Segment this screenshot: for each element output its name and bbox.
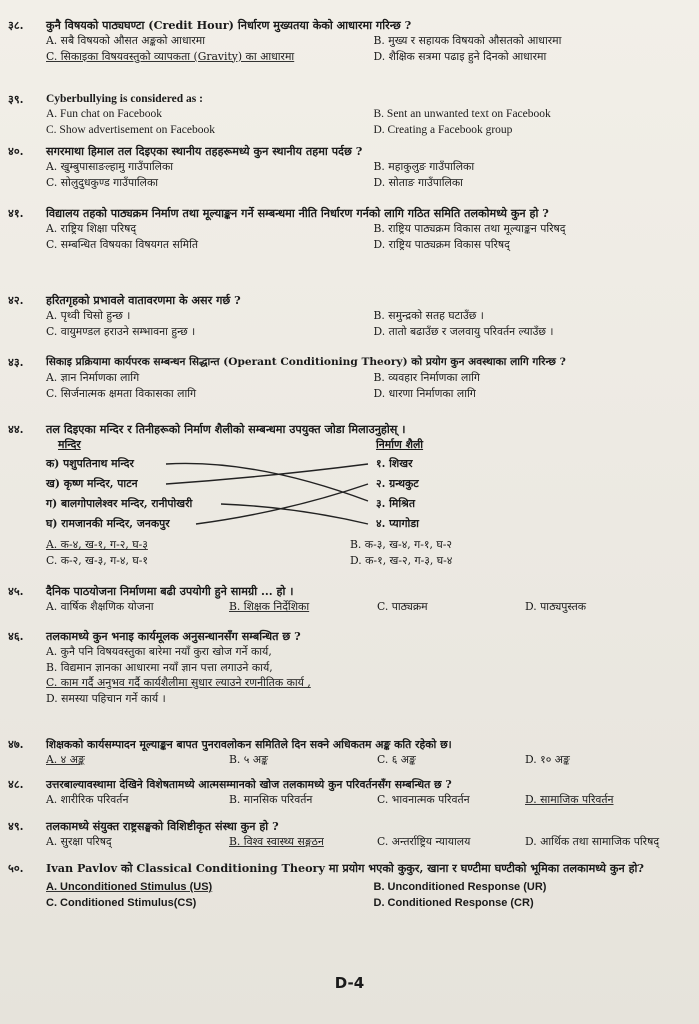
option-c[interactable]: C. ६ अङ्क — [377, 753, 416, 766]
option-d[interactable]: D. सोताङ गाउँपालिका — [373, 175, 463, 189]
question-48 — [8, 777, 693, 808]
option-c[interactable]: C. भावनात्मक परिवर्तन — [377, 793, 470, 806]
question-49 — [8, 819, 693, 850]
question-38 — [8, 18, 693, 64]
option-a[interactable]: A. ज्ञान निर्माणका लागि — [46, 371, 140, 384]
left-column-header: मन्दिर — [58, 438, 81, 451]
option-d[interactable]: D. शैक्षिक सत्रमा पढाइ हुने दिनको आधारमा — [373, 49, 547, 63]
question-text: Ivan Pavlov को Classical Conditioning Theory मा प्रयोग भएको कुकुर, खाना र घण्टीमा घण्टीको भूमिका तलकामध्ये कुन हो? — [46, 861, 644, 875]
option-d[interactable]: D. Conditioned Response (CR) — [373, 896, 534, 909]
option-d[interactable]: D. क-१, ख-२, ग-३, घ-४ — [350, 553, 453, 567]
question-text: Cyberbullying is considered as : — [46, 93, 203, 105]
question-44 — [8, 422, 693, 567]
question-number: ४९. — [8, 819, 24, 833]
option-d[interactable]: D. धारणा निर्माणका लागि — [373, 386, 476, 400]
question-text: तलकामध्ये कुन भनाइ कार्यमूलक अनुसन्धानसँग सम्बन्धित छ ? — [46, 629, 301, 643]
question-text: तलकामध्ये संयुक्त राष्ट्रसङ्घको विशिष्टीकृत संस्था कुन हो ? — [46, 819, 279, 833]
option-c[interactable]: C. काम गर्दै अनुभव गर्दै कार्यशैलीमा सुधार ल्याउने रणनीतिक कार्य , — [46, 676, 311, 689]
question-45 — [8, 584, 693, 615]
option-a[interactable]: A. राष्ट्रिय शिक्षा परिषद् — [46, 222, 137, 235]
option-d[interactable]: D. सामाजिक परिवर्तन — [525, 793, 614, 806]
option-c[interactable]: C. सिकाइका विषयवस्तुको व्यापकता (Gravity) का आधारमा — [46, 49, 295, 63]
option-b[interactable]: B. समुन्द्रको सतह घटाउँछ । — [373, 309, 484, 322]
option-a[interactable]: A. शारीरिक परिवर्तन — [46, 793, 129, 806]
option-a[interactable]: A. सुरक्षा परिषद् — [46, 835, 112, 848]
option-c[interactable]: C. सोलुदुधकुण्ड गाउँपालिका — [46, 175, 159, 189]
option-a[interactable]: A. Unconditioned Stimulus (US) — [46, 881, 213, 893]
option-b[interactable]: B. व्यवहार निर्माणका लागि — [373, 371, 480, 384]
style-item: २. ग्रन्थकुट — [376, 477, 419, 490]
style-item: ४. प्यागोडा — [376, 517, 419, 530]
question-number: ४३. — [8, 355, 24, 369]
option-a[interactable]: A. कुनै पनि विषयवस्तुका बारेमा नयाँ कुरा खोज गर्ने कार्य, — [46, 645, 272, 658]
question-41 — [8, 206, 693, 252]
question-number: ४०. — [8, 144, 24, 158]
option-b[interactable]: B. मुख्य र सहायक विषयको औसतको आधारमा — [373, 34, 562, 47]
temple-item: क) पशुपतिनाथ मन्दिर — [46, 457, 134, 470]
question-46 — [8, 629, 693, 706]
question-text: शिक्षकको कार्यसम्पादन मूल्याङ्कन बापत पुनरावलोकन समितिले दिन सक्ने अधिकतम अङ्क कति रहेको छ। — [46, 738, 452, 751]
question-text: तल दिइएका मन्दिर र तिनीहरूको निर्माण शैलीको सम्बन्धमा उपयुक्त जोडा मिलाउनुहोस् । — [46, 422, 406, 436]
question-number: ५०. — [8, 861, 24, 875]
question-42 — [8, 293, 693, 339]
option-b[interactable]: B. Sent an unwanted text on Facebook — [373, 108, 551, 120]
option-d[interactable]: D. Creating a Facebook group — [373, 123, 513, 136]
option-b[interactable]: B. महाकुलुङ गाउँपालिका — [373, 160, 475, 173]
right-column-header: निर्माण शैली — [376, 438, 424, 451]
option-c[interactable]: C. अन्तर्राष्ट्रिय न्यायालय — [377, 835, 471, 848]
question-43 — [8, 355, 693, 401]
question-number: ३८. — [8, 18, 24, 32]
option-b[interactable]: B. ५ अङ्क — [229, 753, 268, 766]
option-d[interactable]: D. १० अङ्क — [525, 753, 570, 766]
option-d[interactable]: D. समस्या पहिचान गर्ने कार्य । — [46, 691, 166, 705]
option-c[interactable]: C. Conditioned Stimulus(CS) — [46, 896, 197, 909]
question-number: ४१. — [8, 206, 24, 220]
question-number: ३९. — [8, 92, 24, 106]
option-a[interactable]: A. वार्षिक शैक्षणिक योजना — [46, 600, 154, 613]
style-item: १. शिखर — [376, 457, 413, 470]
question-text: सिकाइ प्रक्रियामा कार्यपरक सम्बन्धन सिद्धान्त (Operant Conditioning Theory) को प्रयोग कुन अवस्थाका लागि गरिन्छ ? — [46, 356, 566, 368]
question-number: ४८. — [8, 777, 24, 791]
question-text: विद्यालय तहको पाठ्यक्रम निर्माण तथा मूल्याङ्कन गर्ने सम्बन्धमा नीति निर्धारण गर्नको लागि गठित समिति तलकोमध्ये कुन हो ? — [46, 206, 549, 220]
option-a[interactable]: A. सबै विषयको औसत अङ्कको आधारमा — [46, 34, 206, 47]
option-a[interactable]: A. खुम्बुपासाङल्हामु गाउँपालिका — [46, 160, 174, 173]
option-b[interactable]: B. Unconditioned Response (UR) — [373, 881, 547, 893]
question-39 — [8, 92, 693, 138]
option-c[interactable]: C. Show advertisement on Facebook — [46, 123, 215, 136]
option-a[interactable]: A. ४ अङ्क — [46, 753, 85, 766]
option-b[interactable]: B. विश्व स्वास्थ्य सङ्गठन — [229, 835, 324, 848]
option-b[interactable]: B. मानसिक परिवर्तन — [229, 793, 313, 806]
question-47 — [8, 737, 693, 768]
option-c[interactable]: C. क-२, ख-३, ग-४, घ-१ — [46, 553, 148, 567]
option-b[interactable]: B. शिक्षक निर्देशिका — [229, 600, 310, 613]
option-a[interactable]: A. Fun chat on Facebook — [46, 108, 162, 120]
option-c[interactable]: C. वायुमण्डल हराउने सम्भावना हुन्छ । — [46, 324, 196, 338]
option-d[interactable]: D. राष्ट्रिय पाठ्यक्रम विकास परिषद् — [373, 237, 510, 251]
question-number: ४४. — [8, 422, 24, 436]
question-number: ४६. — [8, 629, 24, 643]
option-a[interactable]: A. पृथ्वी चिसो हुन्छ । — [46, 309, 131, 322]
question-50 — [8, 861, 693, 911]
temple-item: ख) कृष्ण मन्दिर, पाटन — [46, 477, 138, 490]
question-text: उत्तरबाल्यावस्थामा देखिने विशेषतामध्ये आत्मसम्मानको खोज तलकामध्ये कुन परिवर्तनसँग सम्बन्धित छ ? — [46, 778, 452, 791]
option-b[interactable]: B. राष्ट्रिय पाठ्यक्रम विकास तथा मूल्याङ्कन परिषद् — [373, 222, 566, 235]
style-item: ३. मिश्रित — [376, 497, 415, 510]
temple-item: ग) बालगोपालेश्वर मन्दिर, रानीपोखरी — [46, 497, 193, 510]
matching-table — [46, 437, 693, 567]
option-d[interactable]: D. आर्थिक तथा सामाजिक परिषद् — [525, 835, 660, 848]
question-text: हरितगृहको प्रभावले वातावरणमा के असर गर्छ ? — [46, 293, 241, 307]
page-number: D-4 — [334, 974, 365, 992]
option-a[interactable]: A. क-४, ख-१, ग-२, घ-३ — [46, 538, 148, 551]
question-number: ४७. — [8, 737, 24, 751]
question-text: कुनै विषयको पाठ्यघण्टा (Credit Hour) निर्धारण मुख्यतया केको आधारमा गरिन्छ ? — [46, 18, 412, 32]
option-d[interactable]: D. तातो बढाउँछ र जलवायु परिवर्तन ल्याउँछ । — [373, 324, 554, 338]
option-c[interactable]: C. सम्बन्धित विषयका विषयगत समिति — [46, 237, 199, 251]
temple-item: घ) रामजानकी मन्दिर, जनकपुर — [46, 517, 170, 530]
option-c[interactable]: C. सिर्जनात्मक क्षमता विकासका लागि — [46, 386, 197, 400]
question-text: दैनिक पाठयोजना निर्माणमा बढी उपयोगी हुने सामग्री ... हो । — [46, 584, 294, 598]
question-number: ४२. — [8, 293, 24, 307]
question-number: ४५. — [8, 584, 24, 598]
option-d[interactable]: D. पाठ्यपुस्तक — [525, 600, 587, 613]
option-b[interactable]: B. विद्यमान ज्ञानका आधारमा नयाँ ज्ञान पत्ता लगाउने कार्य, — [46, 660, 273, 674]
question-text: सगरमाथा हिमाल तल दिइएका स्थानीय तहहरूमध्ये कुन स्थानीय तहमा पर्दछ ? — [46, 144, 363, 158]
option-c[interactable]: C. पाठ्यक्रम — [377, 600, 428, 613]
question-40 — [8, 144, 693, 190]
option-b[interactable]: B. क-३, ख-४, ग-१, घ-२ — [350, 538, 453, 551]
